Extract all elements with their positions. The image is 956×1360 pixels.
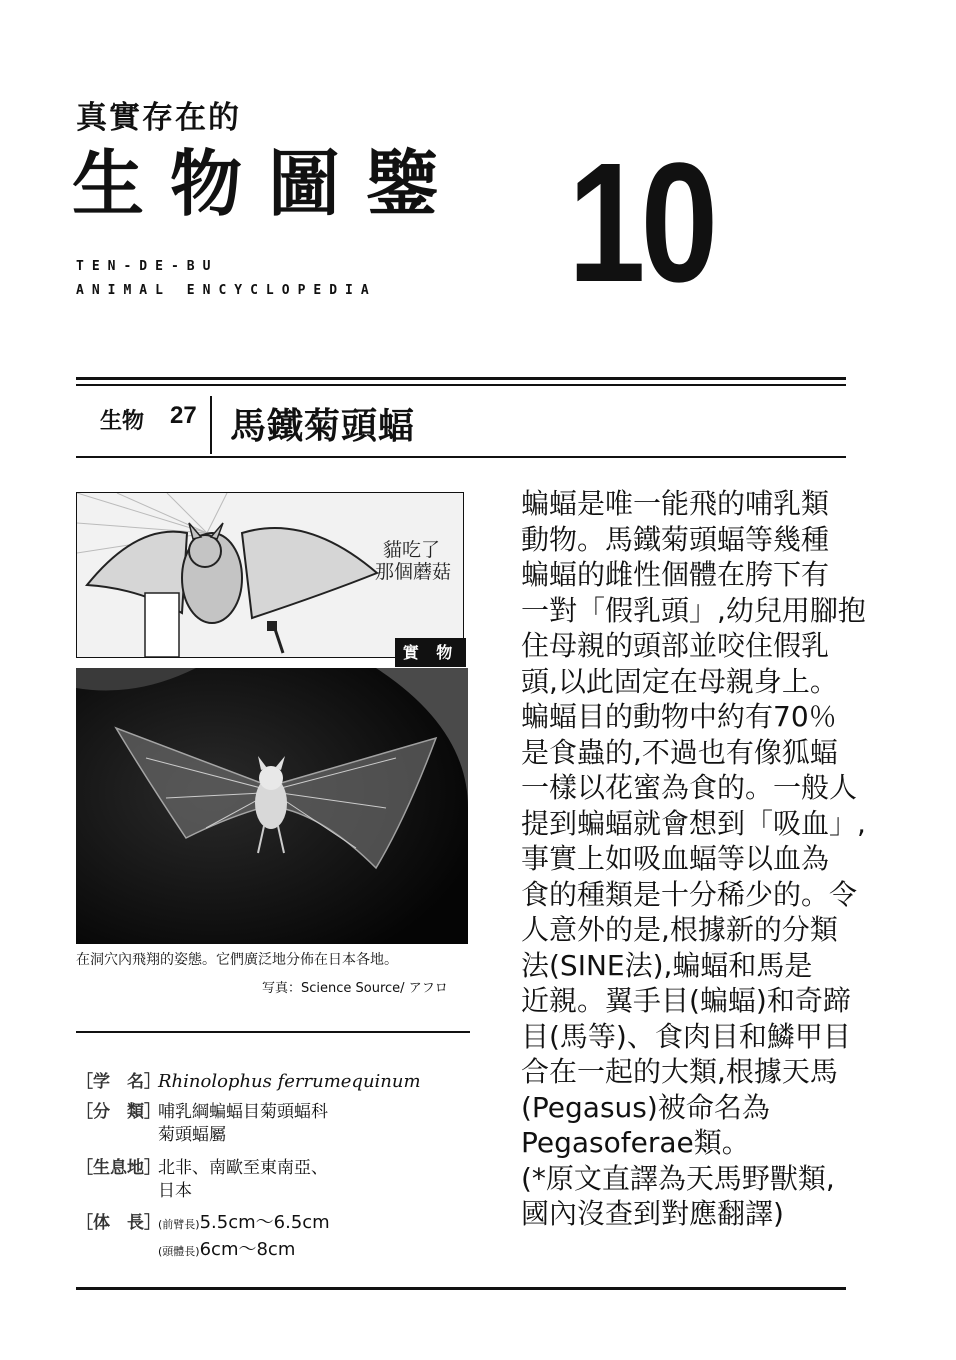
entry-underline — [76, 456, 846, 458]
body-line: 一對「假乳頭」,幼兒用腳抱 — [521, 593, 866, 627]
body-line: (Pegasus)被命名為 — [521, 1090, 770, 1124]
body-line: 食的種類是十分稀少的。令 — [521, 877, 858, 911]
body-line: 蝙蝠是唯一能飛的哺乳類 — [521, 487, 830, 520]
flying-bat-photo-icon — [76, 668, 468, 944]
handwritten-line2: 那個蘑菇 — [375, 561, 452, 583]
classification-label: ［分 類］ — [76, 1102, 161, 1122]
entry-label: 生物 — [100, 409, 145, 434]
headbody-label: (頭體長) — [158, 1245, 200, 1258]
body-line: 事實上如吸血蝠等以血為 — [521, 842, 830, 875]
scientific-name-value: Rhinolophus ferrumequinum — [158, 1071, 421, 1092]
entry-number: 27 — [170, 402, 197, 429]
page-title: 生物圖鑒 — [72, 142, 465, 226]
classification-value-line1: 哺乳綱蝙蝠目菊頭蝠科 — [158, 1102, 328, 1122]
headbody-row — [158, 1235, 295, 1261]
real-photo-tag: 實 物 — [395, 638, 466, 667]
body-line: 合在一起的大類,根據天馬 — [521, 1055, 838, 1088]
body-line: 人意外的是,根據新的分類 — [521, 913, 838, 946]
body-line: 目(馬等)、食肉目和鱗甲目 — [521, 1019, 851, 1053]
body-line: 法(SINE法),蝙蝠和馬是 — [521, 948, 813, 982]
forearm-label: (前臂長) — [158, 1218, 200, 1231]
entry-divider — [210, 396, 212, 454]
handwritten-line1: 貓吃了 — [383, 539, 441, 561]
volume-number: 10 — [568, 128, 714, 318]
latin-title-line2: ANIMAL ENCYCLOPEDIA — [76, 283, 377, 298]
habitat-value-line1: 北非、南歐至東南亞、 — [158, 1158, 328, 1178]
classification-value-line2: 菊頭蝠屬 — [158, 1125, 226, 1145]
photo-caption: 在洞穴內飛翔的姿態。它們廣泛地分佈在日本各地。 — [76, 952, 398, 968]
habitat-label: ［生息地］ — [76, 1158, 161, 1178]
headbody-value: 6cm～8cm — [199, 1239, 296, 1260]
body-text — [521, 486, 881, 1232]
photo-credit: 写真：Science Source/ アフロ — [262, 981, 448, 996]
latin-title-line1: TEN-DE-BU — [76, 259, 219, 274]
entry-name: 馬鐵菊頭蝠 — [230, 406, 416, 447]
page-subtitle: 真實存在的 — [76, 100, 241, 136]
size-row — [76, 1208, 330, 1234]
forearm-value: 5.5cm～6.5cm — [199, 1212, 330, 1233]
body-line: 動物。馬鐵菊頭蝠等幾種 — [521, 522, 830, 556]
footer-rule — [76, 1287, 846, 1290]
bat-photo — [76, 668, 468, 944]
classification-row — [76, 1097, 328, 1122]
body-line: 是食蟲的,不過也有像狐蝠 — [521, 735, 838, 769]
body-line: 近親。翼手目(蝙蝠)和奇蹄 — [521, 984, 851, 1017]
body-line: 頭,以此固定在母親身上。 — [521, 664, 838, 698]
habitat-row — [76, 1153, 328, 1178]
body-line: 一樣以花蜜為食的。一般人 — [521, 771, 858, 804]
header-rule-thin — [76, 384, 846, 386]
body-line: Pegasoferae類。 — [521, 1126, 750, 1159]
scientific-name-row — [76, 1067, 421, 1092]
body-line: 蝙蝠目的動物中約有70％ — [521, 700, 837, 733]
body-line: 國內沒查到對應翻譯) — [521, 1197, 784, 1230]
body-line: 住母親的頭部並咬住假乳 — [521, 629, 830, 662]
header-rule-thick — [76, 377, 846, 380]
data-divider — [76, 1031, 470, 1033]
scientific-name-label: ［学 名］ — [76, 1072, 161, 1092]
size-label: ［体 長］ — [76, 1213, 161, 1233]
body-line: 蝙蝠的雌性個體在胯下有 — [521, 558, 830, 591]
body-line: 提到蝙蝠就會想到「吸血」, — [521, 806, 866, 840]
habitat-value-line2: 日本 — [158, 1181, 192, 1201]
body-line: (*原文直譯為天馬野獸類, — [521, 1161, 835, 1195]
manga-illustration — [76, 492, 464, 658]
handwritten-note — [375, 539, 452, 583]
